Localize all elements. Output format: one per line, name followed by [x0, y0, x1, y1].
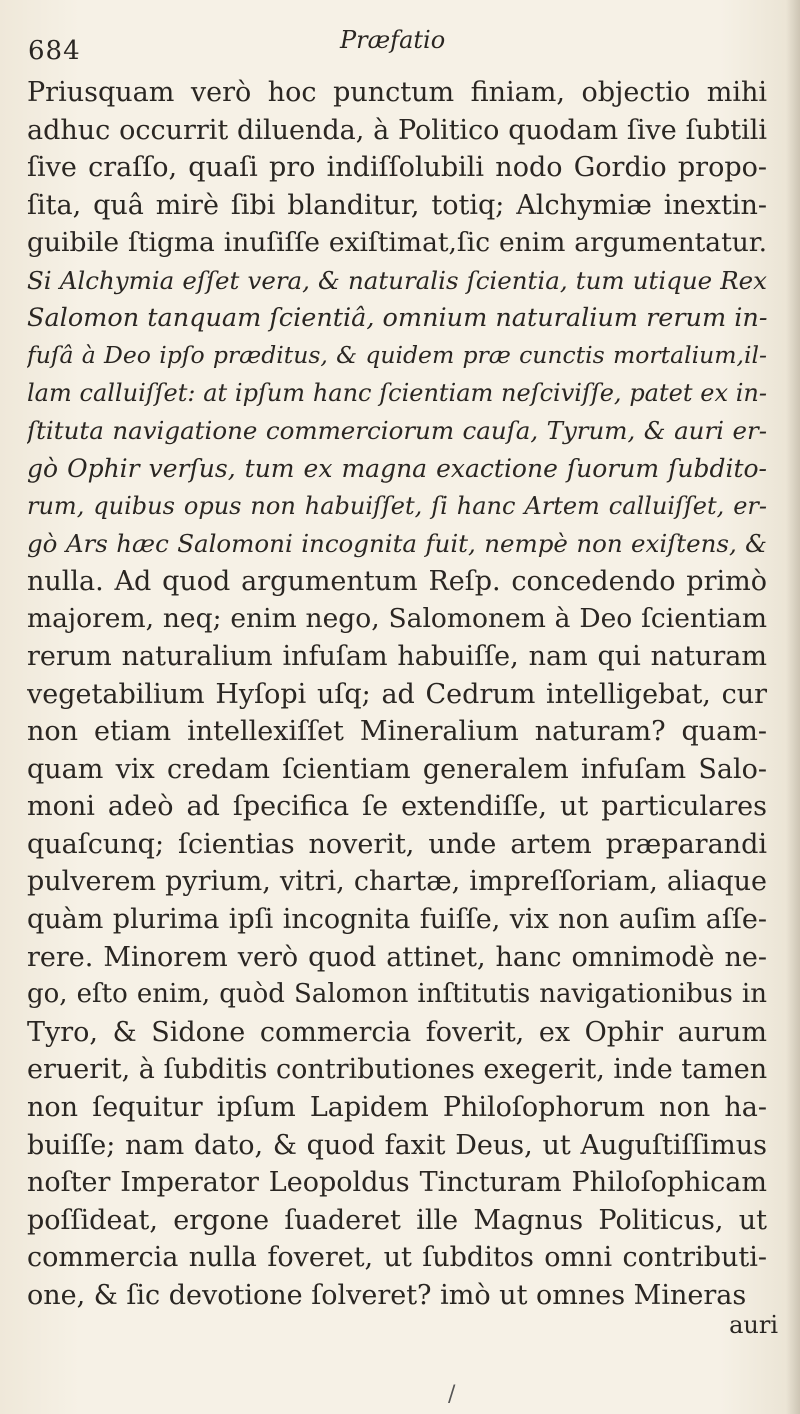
- catchword: auri: [729, 1311, 778, 1339]
- text-line: gò Ars hæc Salomoni incognita fuit, nempè non exiſtens, &: [27, 529, 767, 559]
- text-line: vegetabilium Hyſopi uſq; ad Cedrum intelligebat, cur: [27, 678, 767, 710]
- text-line: guibile ſtigma inuſiſſe exiſtimat,ſic enim argumentatur.: [27, 227, 767, 259]
- page-edge-shadow: [786, 0, 800, 1414]
- page-number: 684: [28, 36, 81, 66]
- text-line: Priusquam verò hoc punctum finiam, objectio mihi: [27, 77, 767, 108]
- text-line: commercia nulla foveret, ut ſubditos omni contributi-: [27, 1242, 767, 1274]
- text-line: Si Alchymia eſſet vera, & naturalis ſcientia, tum utique Rex: [27, 265, 767, 295]
- text-line: Tyro, & Sidone commercia foverit, ex Ophir aurum: [27, 1016, 767, 1048]
- text-line: non ſequitur ipſum Lapidem Philoſophorum non ha-: [27, 1092, 767, 1124]
- running-title: Præfatio: [340, 26, 446, 54]
- text-line: rum, quibus opus non habuiſſet, ſi hanc Artem calluiſſet, er-: [27, 491, 767, 520]
- text-line: poſſideat, ergone ſuaderet ille Magnus Politicus, ut: [27, 1204, 767, 1236]
- text-line: buiſſe; nam dato, & quod faxit Deus, ut Auguſtiſſimus: [27, 1129, 767, 1161]
- text-line: quaſcunq; ſcientias noverit, unde artem præparandi: [27, 828, 767, 860]
- text-line: one, & ſic devotione ſolveret? imò ut omnes Mineras: [27, 1280, 747, 1311]
- text-line: eruerit, à ſubditis contributiones exegerit, inde tamen: [27, 1054, 767, 1086]
- text-line: Salomon tanquam ſcientiâ, omnium naturalium rerum in-: [27, 302, 767, 333]
- text-line: nulla. Ad quod argumentum Reſp. concedendo primò: [27, 565, 767, 597]
- text-line: quàm plurima ipſi incognita fuiſſe, vix non auſim aſſe-: [27, 904, 767, 936]
- text-line: quam vix credam ſcientiam generalem infuſam Salo-: [27, 753, 767, 785]
- text-line: noſter Imperator Leopoldus Tincturam Philoſophicam: [27, 1167, 767, 1199]
- text-line: ſive craſſo, quaſi pro indiſſolubili nodo Gordio propo-: [27, 152, 767, 184]
- text-line: go, eſto enim, quòd Salomon inſtitutis navigationibus in: [27, 979, 767, 1010]
- text-line: pulverem pyrium, vitri, chartæ, impreſſoriam, aliaque: [27, 866, 767, 898]
- text-line: ſtituta navigatione commerciorum cauſa, Tyrum, & auri er-: [27, 416, 767, 446]
- text-line: non etiam intellexiſſet Mineralium naturam? quam-: [27, 716, 767, 748]
- text-line: rere. Minorem verò quod attinet, hanc omnimodè ne-: [27, 941, 767, 973]
- text-line: adhuc occurrit diluenda, à Politico quodam ſive ſubtili: [27, 114, 767, 146]
- text-line: rerum naturalium infuſam habuiſſe, nam qui naturam: [27, 640, 767, 672]
- body-text: [27, 74, 767, 1315]
- text-line: gò Ophir verſus, tum ex magna exactione ſuorum ſubdito-: [27, 453, 767, 483]
- running-head: [28, 22, 760, 66]
- text-line: lam calluiſſet: at ipſum hanc ſcientiam neſciviſſe, patet ex in-: [27, 378, 767, 407]
- text-line: majorem, neq; enim nego, Salomonem à Deo ſcientiam: [27, 603, 767, 635]
- text-line: moni adeò ad ſpecifica ſe extendiſſe, ut particulares: [27, 791, 767, 823]
- stray-mark: /: [448, 1382, 456, 1407]
- text-line: ſita, quâ mirè ſibi blanditur, totiq; Alchymiæ inextin-: [27, 189, 767, 221]
- text-line: fuſâ à Deo ipſo præditus, & quidem præ cunctis mortalium,il-: [27, 341, 767, 370]
